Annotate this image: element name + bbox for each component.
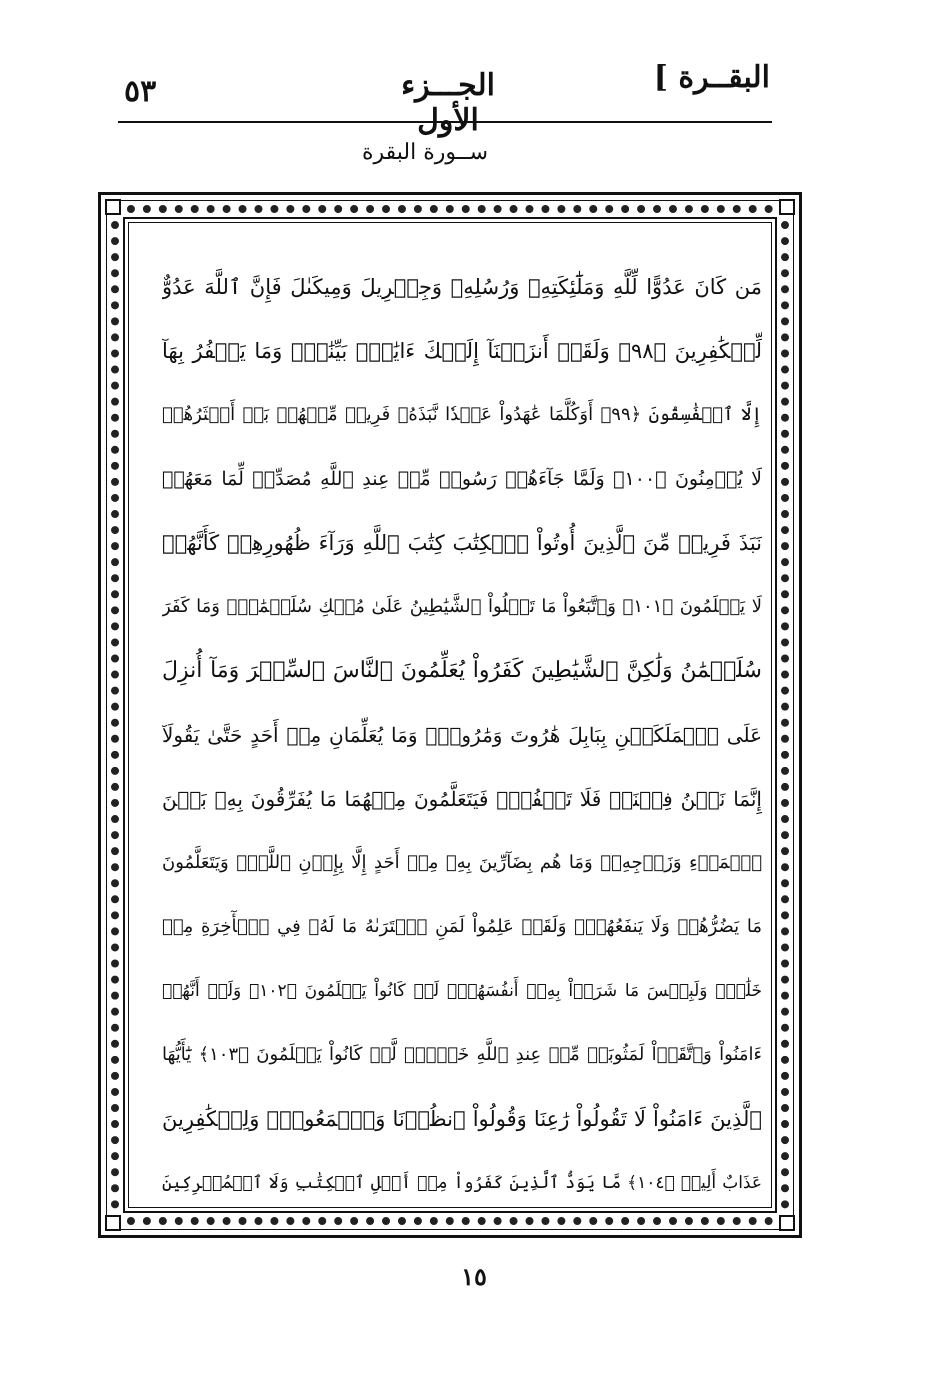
page-number: ٥٣ [124,74,157,109]
text-line: لَا يُؤۡمِنُونَ ﴿١٠٠﴾ وَلَمَّا جَآءَهُمۡ رَسُولٞ مِّنۡ عِندِ ٱللَّهِ مُصَدِّقٞ لِّمَا مَعَهُمۡ [162,468,762,490]
frame-corner-ornament [105,1215,121,1231]
header-rule [118,121,772,123]
text-line: سُلَيۡمَٰنُ وَلَٰكِنَّ ٱلشَّيَٰطِينَ كَفَرُواْ يُعَلِّمُونَ ٱلنَّاسَ ٱلسِّحۡرَ وَمَآ أُنزِلَ [162,658,762,683]
text-line: لِّلۡكَٰفِرِينَ ﴿٩٨﴾ وَلَقَدۡ أَنزَلۡنَآ إِلَيۡكَ ءَايَٰتِۭ بَيِّنَٰتٖۖ وَمَا يَكۡفُرُ بِهَآ [162,339,762,363]
juz-title: الجـــزء الأول [401,68,495,138]
frame-corner-ornament [105,199,121,215]
quran-text-block [162,255,762,1215]
page-header [118,60,770,138]
surah-name: البقــرة ] [653,60,770,95]
text-line: ءَامَنُواْ وَٱتَّقَوۡاْ لَمَثُوبَةٞ مِّنۡ عِندِ ٱللَّهِ خَيۡرٞۖ لَّوۡ كَانُواْ يَعۡلَمُونَ ﴿١٠٣﴾ يَٰٓأَيُّهَا [162,1044,762,1065]
text-line: نَبَذَ فَرِيقٞ مِّنَ ٱلَّذِينَ أُوتُواْ ٱلۡكِتَٰبَ كِتَٰبَ ٱللَّهِ وَرَآءَ ظُهُورِهِمۡ كَأَنَّهُمۡ [162,531,762,555]
text-line: مَن كَانَ عَدُوًّا لِّلَّهِ وَمَلَٰٓئِكَتِهِۦ وَرُسُلِهِۦ وَجِبۡرِيلَ وَمِيكَىٰلَ فَإِنَّ ٱللَّهَ عَدُوٌّ [162,275,762,299]
frame-corner-ornament [779,199,795,215]
text-line: مَا يَضُرُّهُمۡ وَلَا يَنفَعُهُمۡۚ وَلَقَدۡ عَلِمُواْ لَمَنِ ٱشۡتَرَىٰهُ مَا لَهُۥ فِي ٱلۡأٓخِرَةِ مِنۡ [162,916,762,937]
text-line: ٱلَّذِينَ ءَامَنُواْ لَا تَقُولُواْ رَٰعِنَا وَقُولُواْ ٱنظُرۡنَا وَٱسۡمَعُواْۗ وَلِلۡكَٰفِرِينَ [162,1107,762,1131]
text-line: إِلَّا ٱلۡفَٰسِقُونَ ﴿٩٩﴾ أَوَكُلَّمَا عَٰهَدُواْ عَهۡدٗا نَّبَذَهُۥ فَرِيقٞ مِّنۡهُمۚ بَلۡ أَكۡثَرُهُمۡ [162,404,762,425]
surah-caption: ســورة البقرة [361,140,489,165]
text-line: عَلَى ٱلۡمَلَكَيۡنِ بِبَابِلَ هَٰرُوتَ وَمَٰرُوتَۚ وَمَا يُعَلِّمَانِ مِنۡ أَحَدٍ حَتَّىٰ يَقُولَآ [162,723,762,747]
text-line: عَذَابٌ أَلِيمٞ ﴿١٠٤﴾ مَّا يَوَدُّ ٱلَّذِينَ كَفَرُواْ مِنۡ أَهۡلِ ٱلۡكِتَٰبِ وَلَا ٱلۡمُشۡرِكِينَ [162,1173,762,1193]
text-line: إِنَّمَا نَحۡنُ فِتۡنَةٞ فَلَا تَكۡفُرۡۖ فَيَتَعَلَّمُونَ مِنۡهُمَا مَا يُفَرِّقُونَ بِهِۦ بَيۡنَ [162,787,762,811]
text-line: ٱلۡمَرۡءِ وَزَوۡجِهِۦۚ وَمَا هُم بِضَآرِّينَ بِهِۦ مِنۡ أَحَدٍ إِلَّا بِإِذۡنِ ٱللَّهِۚ وَيَتَعَلَّمُونَ [162,852,762,873]
frame-corner-ornament [779,1215,795,1231]
footer-number: ١٥ [461,1262,487,1291]
text-line: خَلَٰقٖۚ وَلَبِئۡسَ مَا شَرَوۡاْ بِهِۦٓ أَنفُسَهُمۡۚ لَوۡ كَانُواْ يَعۡلَمُونَ ﴿١٠٢﴾ وَلَوۡ أَنَّهُمۡ [162,981,762,1001]
text-line: لَا يَعۡلَمُونَ ﴿١٠١﴾ وَٱتَّبَعُواْ مَا تَتۡلُواْ ٱلشَّيَٰطِينُ عَلَىٰ مُلۡكِ سُلَيۡمَٰنَۖ وَمَا كَفَرَ [162,596,762,617]
